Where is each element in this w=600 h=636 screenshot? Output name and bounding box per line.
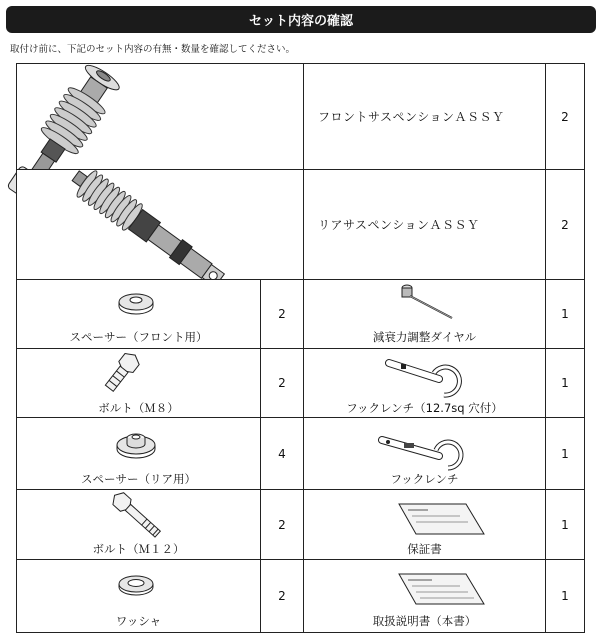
front-suspension-qty: 2 [561, 109, 569, 124]
contents-table [16, 63, 585, 633]
warranty-qty-cell [545, 489, 585, 560]
hook-wrench-hole-qty: 1 [561, 376, 569, 390]
washer-qty: 2 [278, 589, 286, 603]
bolt-m12-label: ボルト（Ｍ１２） [92, 542, 185, 556]
bolt-m8-qty: 2 [278, 376, 286, 390]
hook-wrench-hole-label: フックレンチ（12.7sq 穴付） [346, 401, 503, 415]
front-suspension-label-cell [303, 63, 546, 170]
bolt-m12-qty-cell [260, 489, 304, 560]
damping-dial-label: 減衰力調整ダイヤル [372, 330, 477, 344]
spacer-rear-qty: 4 [278, 446, 286, 461]
manual-label: 取扱説明書（本書） [372, 614, 477, 628]
manual-cell [303, 559, 546, 633]
damping-dial-qty-cell [545, 279, 585, 349]
damping-dial-qty: 1 [561, 307, 569, 321]
washer-qty-cell [260, 559, 304, 633]
front-suspension-image-cell [16, 63, 304, 170]
washer-cell [16, 559, 261, 633]
washer-label: ワッシャ [115, 614, 162, 628]
spacer-rear-label: スペーサー（リア用） [81, 472, 196, 486]
hook-wrench-hole-qty-cell [545, 348, 585, 418]
header-title: セット内容の確認 [248, 14, 353, 29]
bolt-m8-qty-cell [260, 348, 304, 418]
spacer-front-label: スペーサー（フロント用） [69, 330, 208, 344]
hook-wrench-label: フックレンチ [390, 472, 459, 486]
spacer-rear-cell [16, 417, 261, 490]
damping-dial-cell [303, 279, 546, 349]
rear-suspension-icon [17, 170, 305, 281]
bolt-m12-cell [16, 489, 261, 560]
warranty-qty: 1 [561, 517, 569, 532]
front-suspension-label: フロントサスペンションＡＳＳＹ [318, 110, 505, 124]
manual-qty-cell [545, 559, 585, 633]
intro-text: 取付け前に、下記のセット内容の有無・数量を確認してください。 [10, 44, 296, 55]
rear-suspension-label-cell [303, 169, 546, 280]
hook-wrench-cell [303, 417, 546, 490]
bolt-m12-qty: 2 [278, 517, 286, 532]
spacer-front-cell [16, 279, 261, 349]
front-suspension-icon [17, 64, 305, 171]
hook-wrench-qty: 1 [561, 446, 569, 461]
bolt-m8-cell [16, 348, 261, 418]
rear-suspension-qty: 2 [561, 217, 569, 232]
spacer-front-qty-cell [260, 279, 304, 349]
bolt-m8-label: ボルト（Ｍ８） [98, 401, 179, 415]
warranty-cell [303, 489, 546, 560]
spacer-rear-qty-cell [260, 417, 304, 490]
warranty-label: 保証書 [407, 542, 442, 556]
manual-qty: 1 [561, 589, 569, 603]
section-header [6, 6, 596, 33]
rear-suspension-image-cell [16, 169, 304, 280]
front-suspension-qty-cell [545, 63, 585, 170]
rear-suspension-qty-cell [545, 169, 585, 280]
hook-wrench-qty-cell [545, 417, 585, 490]
spacer-front-qty: 2 [278, 307, 286, 321]
rear-suspension-label: リアサスペンションＡＳＳＹ [318, 218, 480, 232]
hook-wrench-hole-cell [303, 348, 546, 418]
